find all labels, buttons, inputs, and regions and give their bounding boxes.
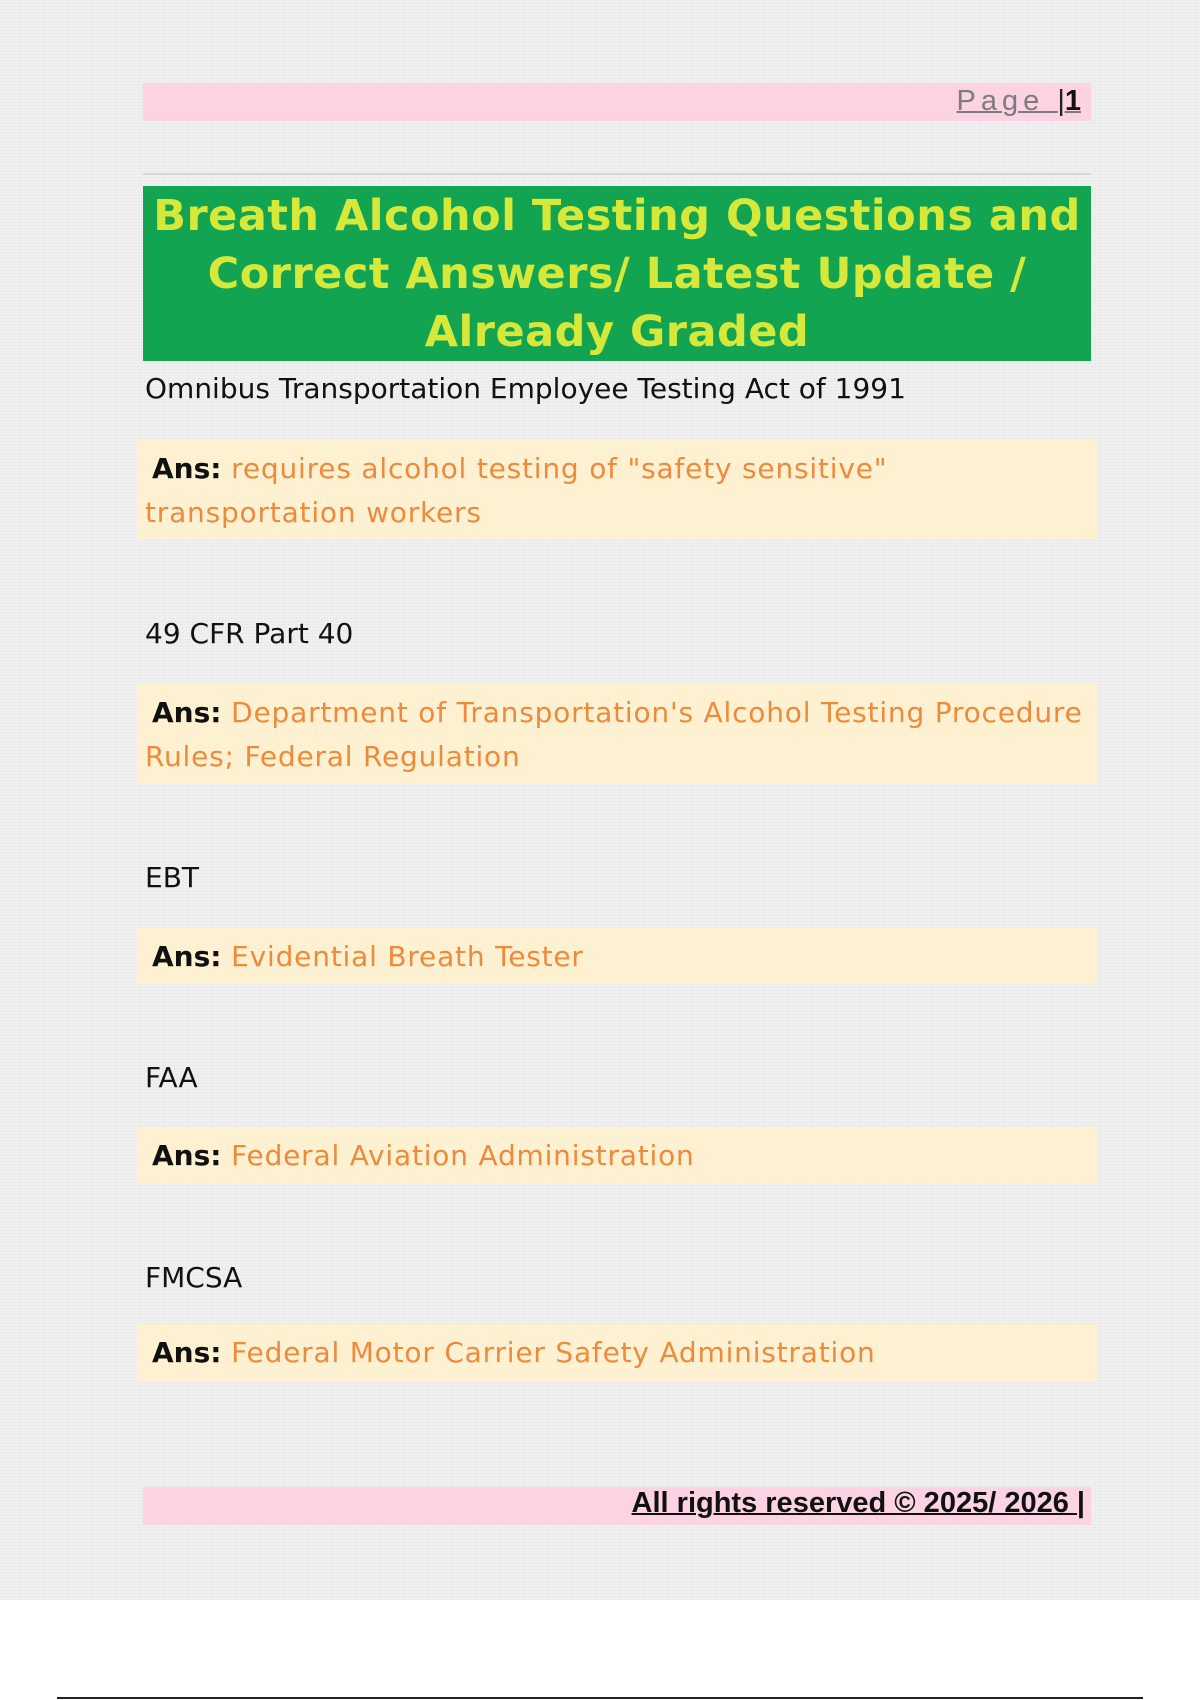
copyright-notice: All rights reserved © 2025/ 2026 | — [631, 1487, 1085, 1519]
page-number — [957, 85, 1081, 118]
page-number-value: 1 — [1064, 85, 1081, 117]
answer-label: Ans: — [152, 940, 222, 973]
answer-text: Federal Aviation Administration — [231, 1139, 695, 1172]
answer-4 — [137, 1127, 1098, 1183]
answer-3 — [137, 928, 1098, 984]
answer-text: Evidential Breath Tester — [231, 940, 584, 973]
answer-label: Ans: — [152, 1139, 222, 1172]
answer-text: requires alcohol testing of "safety sensitive" transportation workers — [145, 452, 888, 529]
question-5: FMCSA — [145, 1261, 243, 1294]
document-title: Breath Alcohol Testing Questions and Correct Answers/ Latest Update / Already Graded — [153, 190, 1081, 357]
answer-text: Federal Motor Carrier Safety Administration — [231, 1336, 876, 1369]
bottom-divider — [57, 1697, 1143, 1699]
page-footer-band — [143, 1487, 1091, 1525]
page-label: Page — [956, 85, 1045, 117]
answer-2 — [137, 684, 1098, 784]
page-separator: | — [1057, 85, 1065, 117]
answer-1 — [137, 440, 1098, 540]
question-1: Omnibus Transportation Employee Testing Act of 1991 — [145, 372, 906, 405]
header-divider — [143, 173, 1091, 175]
answer-label: Ans: — [152, 1336, 222, 1369]
title-banner — [143, 186, 1091, 361]
answer-text: Department of Transportation's Alcohol Testing Procedure Rules; Federal Regulation — [145, 696, 1083, 773]
question-2: 49 CFR Part 40 — [145, 617, 354, 650]
question-3: EBT — [145, 861, 200, 894]
page-header-band — [143, 83, 1091, 121]
answer-label: Ans: — [152, 696, 222, 729]
answer-label: Ans: — [152, 452, 222, 485]
question-4: FAA — [145, 1061, 198, 1094]
answer-5 — [137, 1324, 1098, 1381]
